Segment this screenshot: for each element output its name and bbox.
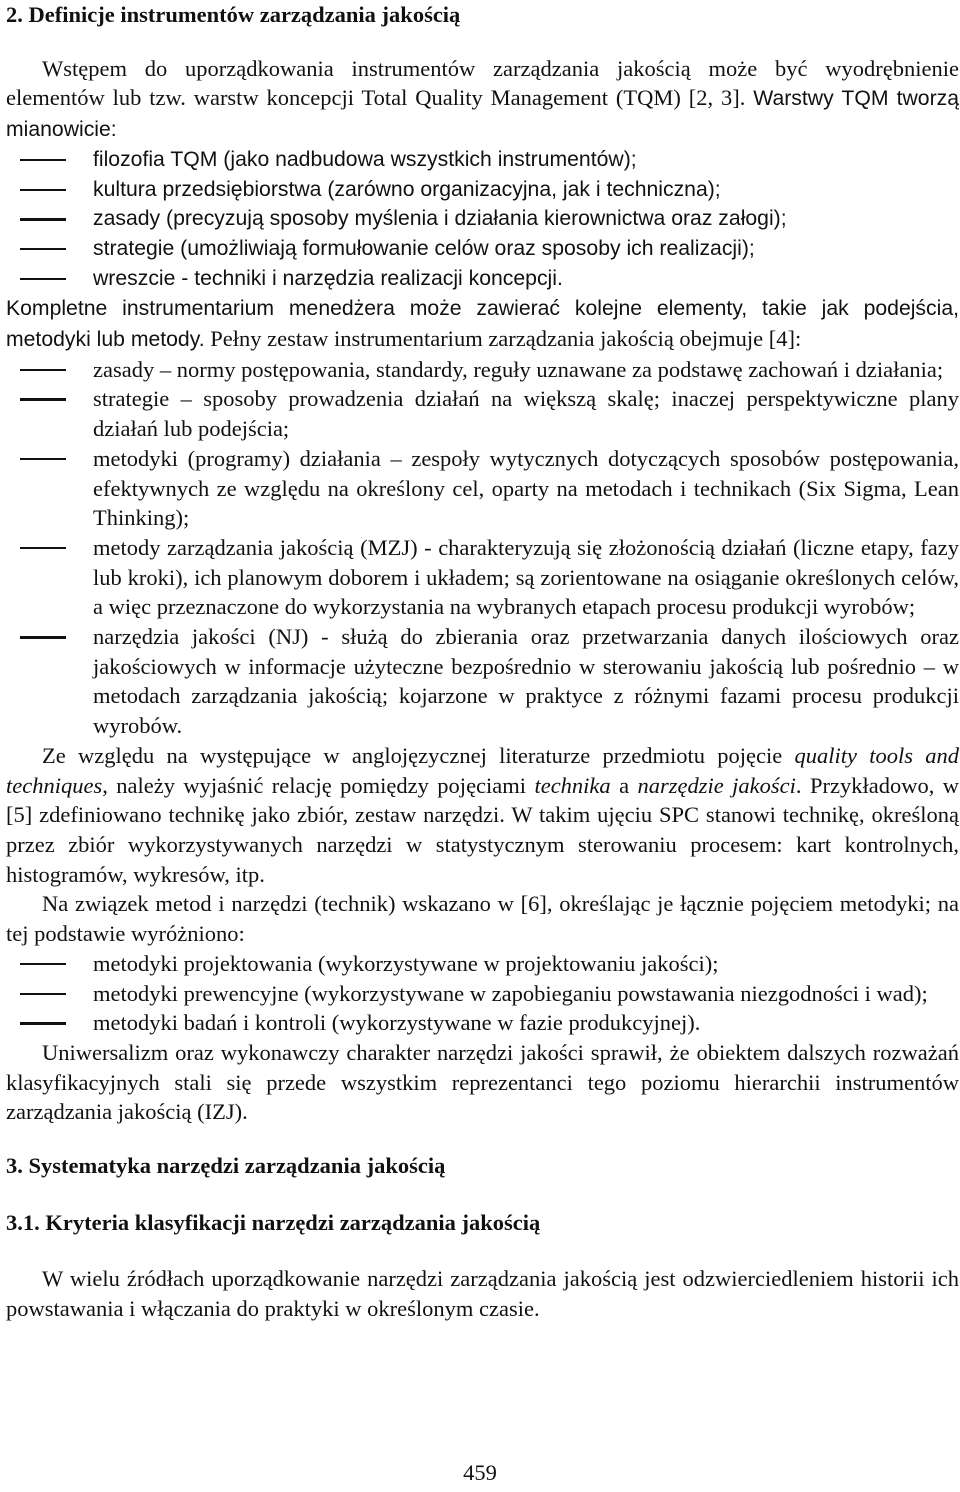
list-item: wreszcie - techniki i narzędzia realizacji koncepcji. [6, 264, 959, 294]
section-heading-2: 2. Definicje instrumentów zarządzania jakością [6, 2, 461, 27]
italic-term: quality tools and techniques [6, 742, 960, 798]
list-item: narzędzia jakości (NJ) - służą do zbierania oraz przetwarzania danych ilościowych oraz jakościowych w informacje użyteczne bezpośrednio w sterowaniu jakością lub pośrednio – w metodach zarządzania jakością; kojarzone w praktyce z różnymi fazami procesu produkcji wyrobów. [6, 622, 959, 741]
universalism-paragraph: Uniwersalizm oraz wykonawczy charakter narzędzi jakości sprawił, że obiektem dalszych rozważań klasyfikacyjnych stali się przede wszystkim reprezentanci tego poziomu hierarchii instrumentów zarządzania jakością (IZJ). [6, 1039, 959, 1125]
italic-term: narzędzie jakości [637, 772, 796, 798]
classification-paragraph: W wielu źródłach uporządkowanie narzędzi zarządzania jakością jest odzwierciedleniem historii ich powstawania i włączania do praktyki w określonym czasie. [6, 1266, 959, 1322]
intro-text-serif: Wstępem do uporządkowania instrumentów zarządzania jakością może być wyodrębnienie elementów lub tzw. warstw koncepcji Total Quality Management (TQM) [2, 3]. [6, 55, 959, 111]
document-page [6, 0, 959, 1324]
toolset-text-serif: Pełny zestaw instrumentarium zarządzania jakością obejmuje [4]: [210, 326, 802, 352]
page-number: 459 [463, 1460, 497, 1485]
list-item: metodyki projektowania (wykorzystywane w projektowaniu jakości); [6, 949, 959, 979]
list-item: metodyki badań i kontroli (wykorzystywane w fazie produkcyjnej). [6, 1008, 959, 1038]
paragraph-text: a [610, 772, 638, 798]
list-item: filozofia TQM (jako nadbudowa wszystkich instrumentów); [6, 145, 959, 175]
tqm-layers-list [6, 145, 959, 294]
toolset-text-sans: Kompletne instrumentarium menedżera może zawierać kolejne elementy, takie jak podejścia, metodyki lub metody. [6, 297, 959, 352]
methodologies-paragraph: Na związek metod i narzędzi (technik) wskazano w [6], określając je łącznie pojęciem metodyki; na tej podstawie wyróżniono: [6, 891, 959, 947]
subsection-heading-3-1: 3.1. Kryteria klasyfikacji narzędzi zarządzania jakością [6, 1209, 541, 1235]
terminology-paragraph [6, 741, 959, 890]
toolset-paragraph [6, 293, 959, 354]
paragraph-text: . Przykładowo, w [5] zdefiniowano technikę jako zbiór, zestaw narzędzi. W takim ujęciu SPC stanowi technikę, określoną przez zbiór wykorzystywanych narzędzi w statystycznym sterowaniu procesem: kart kontrolnych, histogramów, wykresów, itp. [6, 772, 959, 887]
list-item: metodyki prewencyjne (wykorzystywane w zapobieganiu powstawania niezgodności i wad); [6, 979, 959, 1009]
italic-term: technika [534, 772, 611, 798]
paragraph-text: Ze względu na występujące w anglojęzycznej literaturze przedmiotu pojęcie [42, 742, 795, 768]
list-item: strategie (umożliwiają formułowanie celów oraz sposoby ich realizacji); [6, 234, 959, 264]
intro-paragraph [6, 54, 959, 145]
list-item: metodyki (programy) działania – zespoły wytycznych dotyczących sposobów postępowania, efektywnych ze względu na określony cel, oparty na metodach i technikach (Six Sigma, Lean Thinking); [6, 444, 959, 533]
methodologies-list [6, 949, 959, 1038]
list-item: zasady (precyzują sposoby myślenia i działania kierownictwa oraz załogi); [6, 204, 959, 234]
toolset-list [6, 355, 959, 741]
list-item: kultura przedsiębiorstwa (zarówno organizacyjna, jak i techniczna); [6, 175, 959, 205]
list-item: metody zarządzania jakością (MZJ) - charakteryzują się złożonością działań (liczne etapy, fazy lub kroki), ich planowym doborem i układem; są zorientowane na osiąganie określonych celów, a więc przeznaczone do wykorzystania na wybranych etapach procesu produkcji wyrobów; [6, 533, 959, 622]
list-item: zasady – normy postępowania, standardy, reguły uznawane za podstawę zachowań i działania; [6, 355, 959, 385]
intro-text-sans: Warstwy TQM tworzą mianowicie: [6, 87, 960, 142]
list-item: strategie – sposoby prowadzenia działań na większą skalę; inaczej perspektywiczne plany działań lub podejścia; [6, 384, 959, 443]
paragraph-text: , należy wyjaśnić relację pomiędzy pojęciami [102, 772, 535, 798]
section-heading-3: 3. Systematyka narzędzi zarządzania jakością [6, 1153, 446, 1179]
